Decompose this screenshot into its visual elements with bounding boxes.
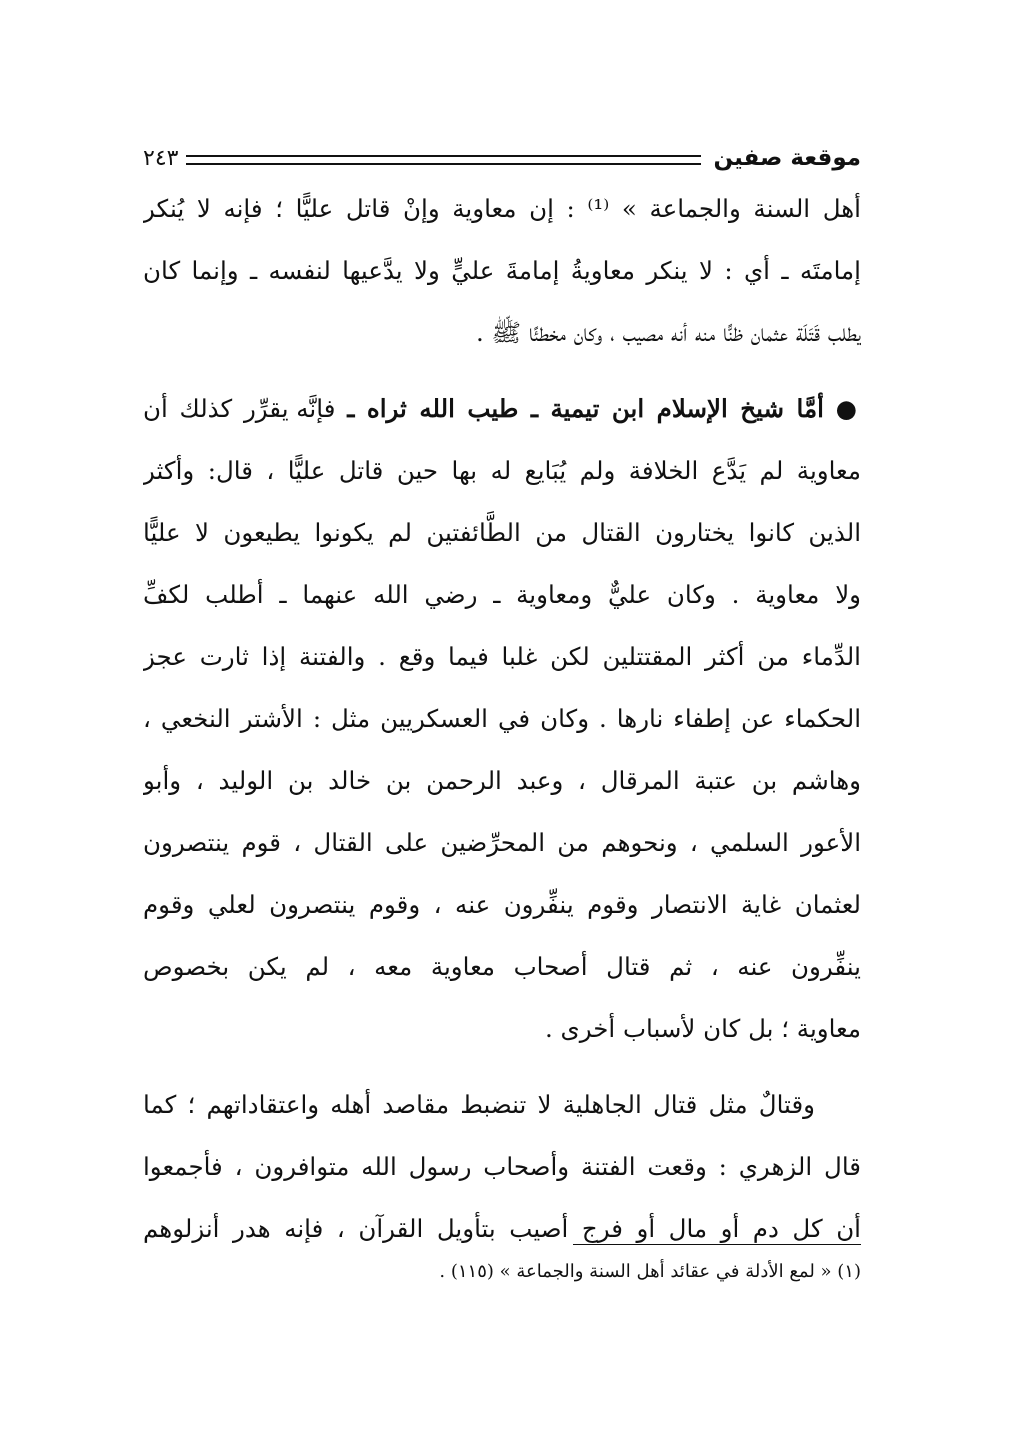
text-line: إمامتَه ـ أي : لا ينكر معاويةُ إمامةَ عليٍّ ولا يدَّعيها لنفسه ـ وإنما كان <box>143 256 861 285</box>
text-line: معاوية لم يَدَّع الخلافة ولم يُبَايع له بها حين قاتل عليًّا ، قال: وأكثر <box>143 456 861 485</box>
text-line: ينفِّرون عنه ، ثم قتال أصحاب معاوية معه ، لم يكن بخصوص <box>143 952 861 981</box>
footnote-rule <box>573 1244 861 1245</box>
footnote: (١) « لمع الأدلة في عقائد أهل السنة والجماعة » (١١٥) . <box>439 1261 861 1282</box>
page-number: ٢٤٣ <box>143 145 179 171</box>
paragraph-gap <box>143 1060 861 1074</box>
text-line: الحكماء عن إطفاء نارها . وكان في العسكريين مثل : الأشتر النخعي ، <box>143 704 861 733</box>
chapter-title: موقعة صفين <box>713 145 861 171</box>
bullet-icon: ● <box>835 394 861 423</box>
text-line: وقتالٌ مثل قتال الجاهلية لا تنضبط مقاصد أهله واعتقاداتهم ؛ كما <box>143 1090 815 1119</box>
text-run: فإنَّه يقرِّر كذلك أن <box>143 394 336 423</box>
text-line: معاوية ؛ بل كان لأسباب أخرى . <box>544 1014 861 1043</box>
header-rule <box>186 155 701 165</box>
text-line: يطلب قَتَلَة عثمان ظنًّا منه أنه مصيب ، وكان مخطئًا ﷺ . <box>475 318 861 347</box>
bold-heading: أمَّا شيخ الإسلام ابن تيمية ـ طيب الله ثراه ـ <box>347 394 824 423</box>
running-header <box>143 138 861 178</box>
text-line <box>143 378 861 440</box>
text-line: ولا معاوية . وكان عليٌّ ومعاوية ـ رضي الله عنهما ـ أطلب لكفِّ <box>143 580 861 609</box>
body-text <box>143 178 861 1260</box>
paragraph-2 <box>143 378 861 1060</box>
text-line: قال الزهري : وقعت الفتنة وأصحاب رسول الله متوافرون ، فأجمعوا <box>143 1152 861 1181</box>
text-line: أهل السنة والجماعة » ⁽¹⁾ : إن معاوية وإنْ قاتل عليًّا ؛ فإنه لا يُنكر <box>143 194 861 223</box>
text-line: أن كل دم أو مال أو فرج أصيب بتأويل القرآن ، فإنه هدر أنزلوهم <box>143 1214 861 1243</box>
text-line: الذين كانوا يختارون القتال من الطَّائفتين لم يكونوا يطيعون لا عليًّا <box>143 518 861 547</box>
paragraph-1 <box>143 178 861 364</box>
text-line: الدِّماء من أكثر المقتتلين لكن غلبا فيما وقع . والفتنة إذا ثارت عجز <box>143 642 861 671</box>
text-line: الأعور السلمي ، ونحوهم من المحرِّضين على القتال ، قوم ينتصرون <box>143 828 861 857</box>
text-line: لعثمان غاية الانتصار وقوم ينفِّرون عنه ، وقوم ينتصرون لعلي وقوم <box>143 890 861 919</box>
text-line: وهاشم بن عتبة المرقال ، وعبد الرحمن بن خالد بن الوليد ، وأبو <box>143 766 861 795</box>
paragraph-gap <box>143 364 861 378</box>
paragraph-3 <box>143 1074 861 1260</box>
